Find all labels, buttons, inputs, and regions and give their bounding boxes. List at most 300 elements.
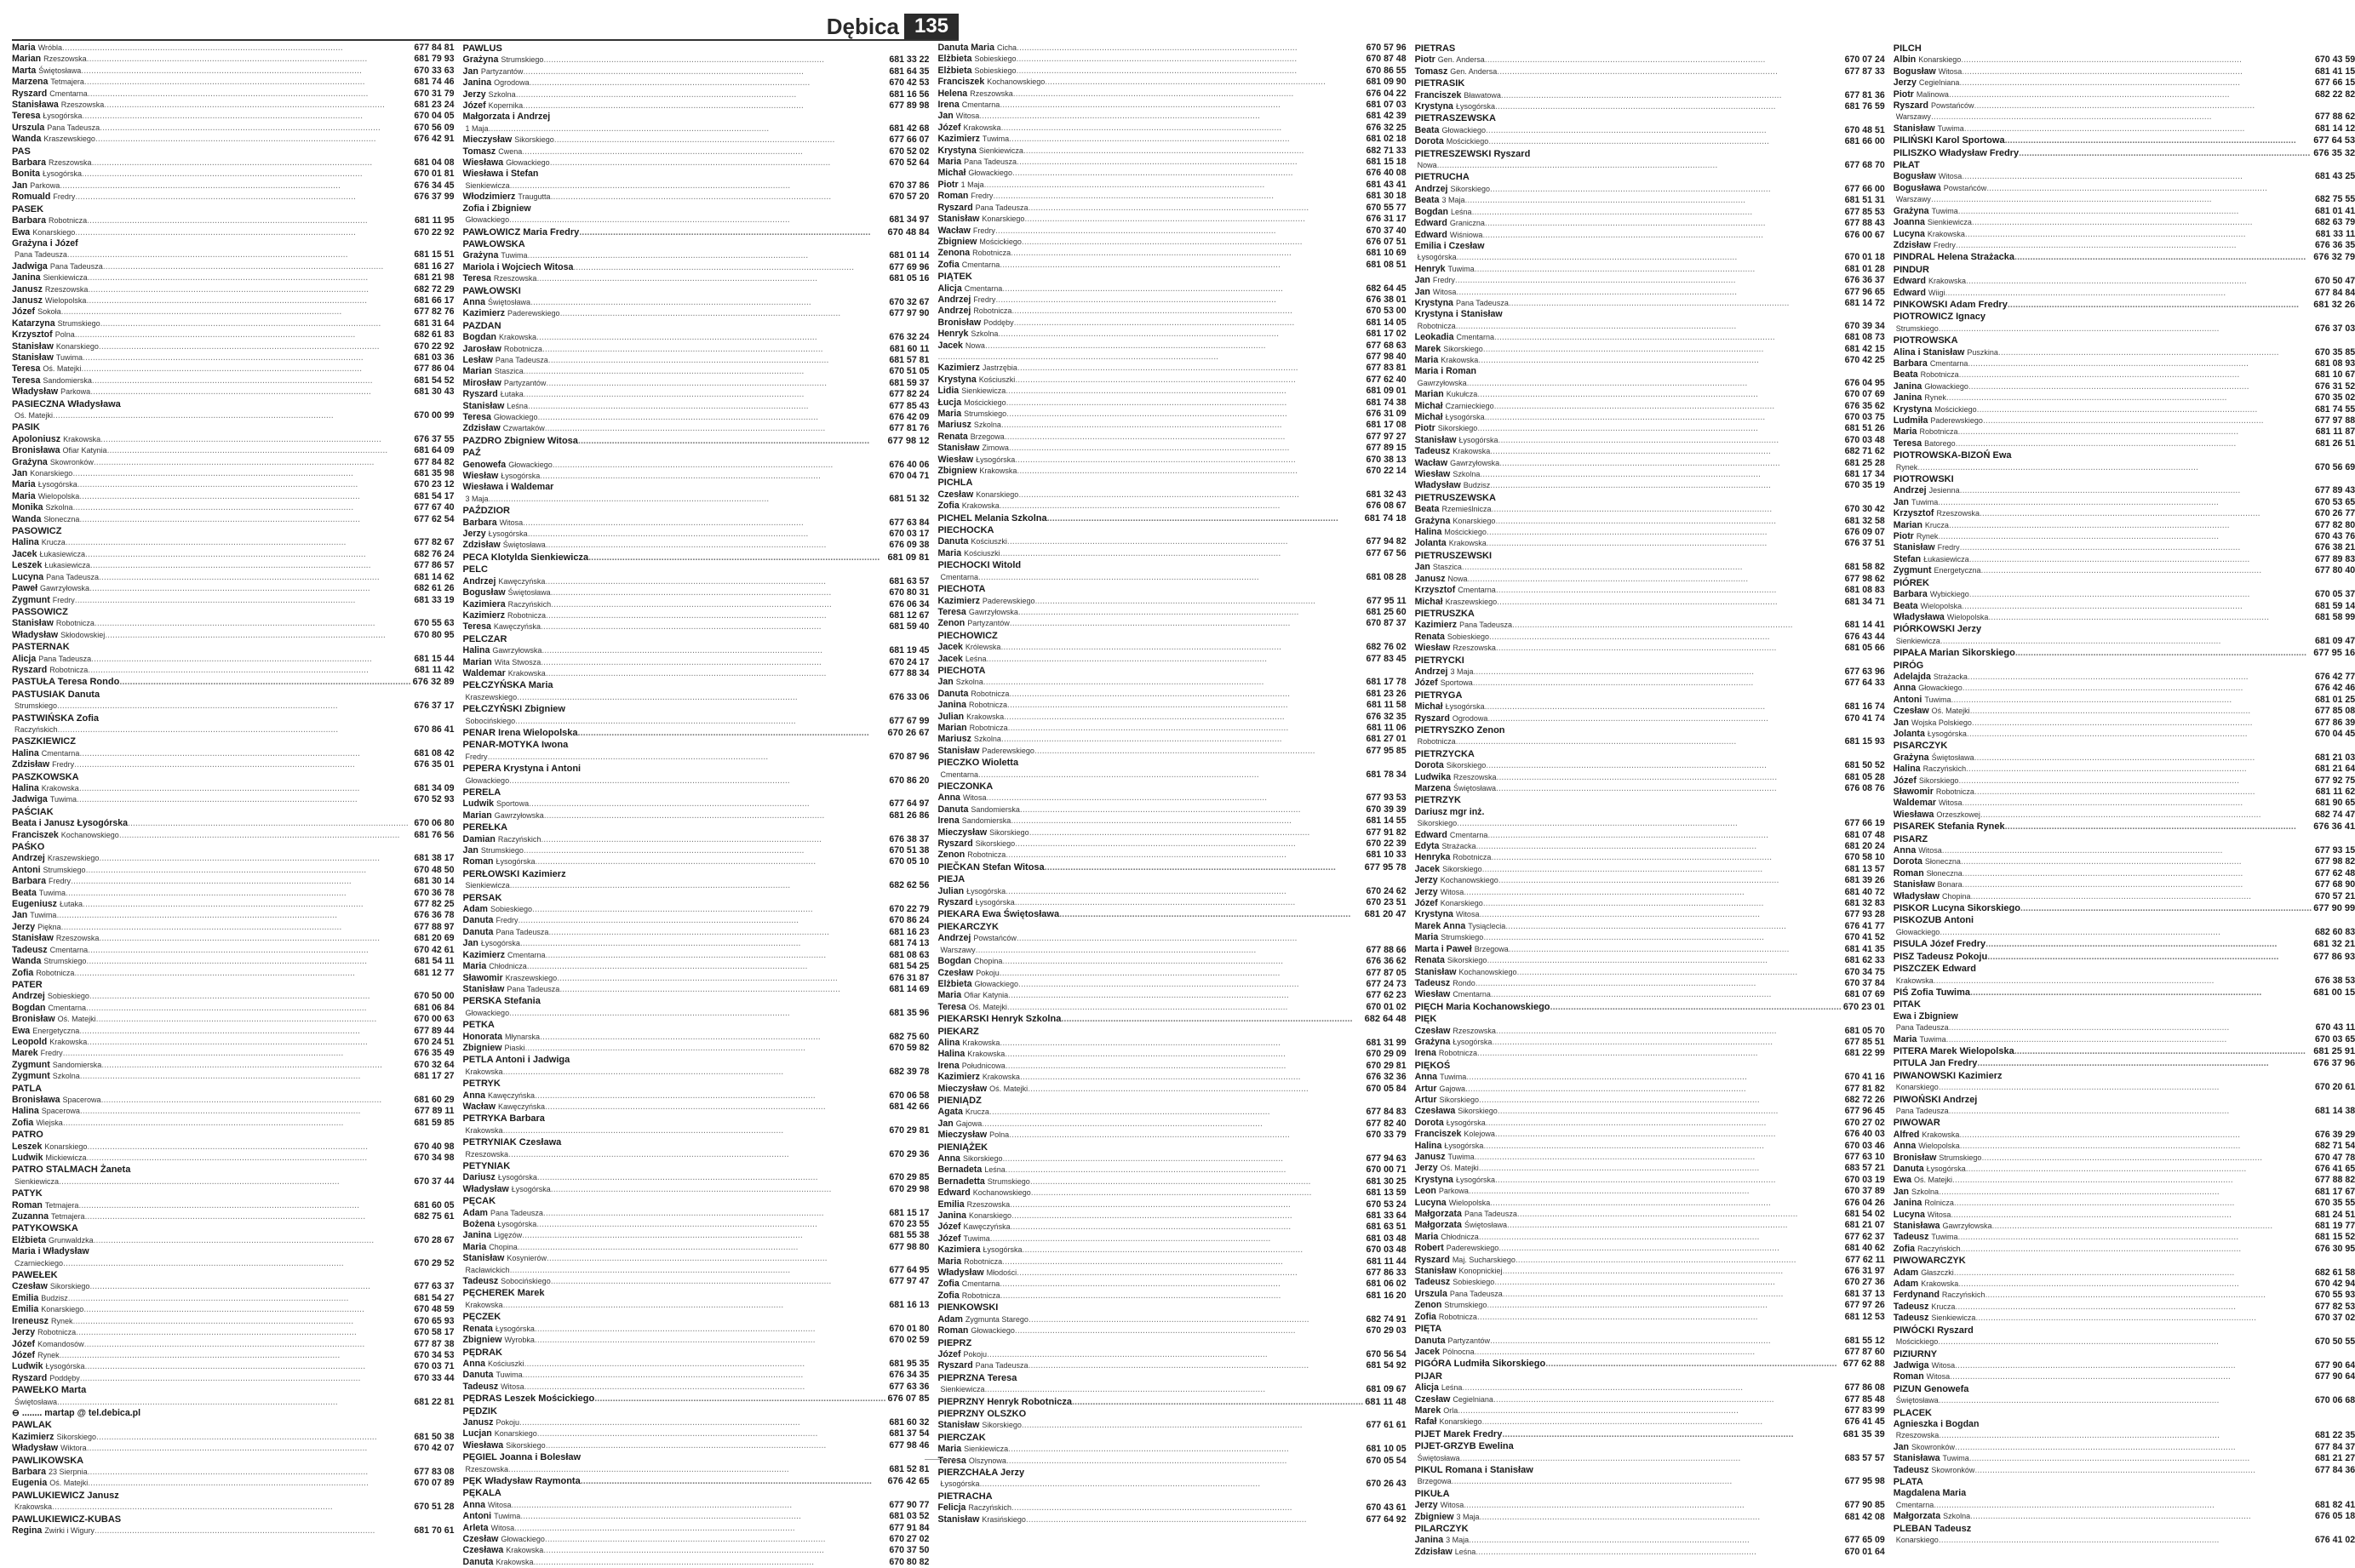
street-name: Robotnicza: [507, 610, 547, 620]
first-name: Danuta: [462, 915, 494, 926]
street-name: Warszawy: [1895, 195, 1931, 204]
leader-dots: [1477, 1312, 1843, 1323]
street-name: Witosa: [1931, 1360, 1956, 1370]
directory-entry: [1894, 381, 2355, 392]
heading-text: ⊖ ........ martap @ tel.debica.pl: [12, 1407, 141, 1418]
phone-number: 676 38 01: [1366, 294, 1407, 305]
first-name: Zygmunt: [12, 1059, 50, 1070]
phone-number: 681 40 72: [1844, 886, 1885, 897]
leader-dots: [530, 77, 888, 89]
street-name: Sikorskiego: [1450, 184, 1490, 193]
surname-heading: [1415, 551, 1885, 562]
phone-number: 676 38 37: [889, 833, 930, 844]
street-name: Tuwima: [1911, 497, 1939, 506]
first-name: Anna: [462, 1499, 486, 1510]
phone-number: 677 82 76: [414, 306, 455, 318]
first-name: Emilia: [12, 1304, 39, 1315]
leader-dots: [1490, 1336, 1843, 1347]
street-name: Głowackiego: [508, 460, 553, 469]
heading-text: PINDRAL Helena Strażacka: [1893, 252, 2015, 263]
heading-text: PIEPRZ: [937, 1337, 972, 1348]
heading-text: PAWLUKIEWICZ-KUBAS: [12, 1514, 122, 1525]
heading-text: PISAREK Stefania Rynek: [1893, 821, 2005, 833]
phone-number: 681 09 90: [1366, 77, 1407, 88]
directory-entry: [463, 297, 930, 308]
phone-number: 676 04 95: [1844, 377, 1885, 388]
first-name: Marek Anna: [1414, 920, 1466, 931]
phone-number: 681 42 15: [1844, 343, 1885, 354]
first-name: Albin: [1893, 54, 1917, 66]
first-name: Wiesław: [462, 471, 499, 482]
directory-entry: [12, 1293, 455, 1304]
first-name: Alicja: [12, 653, 37, 664]
phone-number: 682 62 56: [889, 880, 930, 891]
directory-entry: [937, 618, 1406, 629]
street-name: Witosa: [962, 793, 987, 803]
directory-entry: [937, 723, 1406, 734]
street-name: Sikorskiego: [989, 827, 1029, 837]
first-name: Irena: [937, 100, 960, 111]
phone-number: 670 22 79: [889, 904, 930, 915]
directory-entry: [1415, 921, 1885, 932]
leader-dots: [1001, 734, 1365, 745]
first-name: Maria: [937, 409, 962, 419]
directory-entry: [12, 295, 455, 306]
phone-number: 681 17 27: [414, 1071, 455, 1082]
first-name: Czesław: [937, 489, 974, 500]
leader-dots: [87, 1443, 413, 1454]
street-name: Robotnicza: [961, 1290, 1000, 1300]
directory-entry: [1415, 772, 1885, 783]
surname-heading: [12, 1514, 455, 1525]
phone-number: 670 04 45: [2315, 728, 2355, 739]
first-name: Jolanta: [1414, 538, 1447, 549]
street-name: Gawrzyłowska: [1417, 378, 1467, 387]
first-name: Jan: [1414, 275, 1430, 286]
leader-dots: [1957, 426, 2313, 438]
leader-dots: [1000, 501, 1365, 512]
street-name: Kraszewskiego: [47, 854, 100, 863]
leader-dots: [99, 341, 412, 352]
phone-number: 681 58 99: [2315, 611, 2355, 622]
street-name: Sikorskiego: [1918, 775, 1959, 785]
directory-entry: [1894, 497, 2355, 508]
leader-dots: [100, 434, 412, 445]
directory-entry: [1894, 1430, 2355, 1441]
first-name: Kazimierz: [937, 595, 980, 606]
directory-entry: [1415, 955, 1885, 966]
phone-number: 670 42 53: [889, 77, 930, 89]
surname-heading: [937, 1433, 1406, 1444]
phone-number: 681 30 43: [414, 386, 455, 398]
street-name: Łysogórska: [1455, 1175, 1495, 1184]
phone-number: 676 40 03: [1844, 1129, 1885, 1140]
phone-number: 682 74 47: [2315, 809, 2355, 820]
first-name: Wacław: [1414, 457, 1448, 468]
first-name: Krystyna: [1414, 1174, 1453, 1185]
street-name: Leśna: [984, 1165, 1006, 1175]
street-name: Strumskiego: [43, 957, 87, 966]
leader-dots: [79, 1026, 412, 1037]
phone-number: 682 61 83: [414, 329, 455, 340]
first-name: Bogusława: [1893, 182, 1941, 193]
phone-number: 681 66 17: [414, 295, 455, 306]
street-name: Tuwima: [30, 911, 57, 920]
first-name: Barbara: [1893, 358, 1928, 369]
street-name: Głowackiego: [1924, 381, 1968, 391]
directory-entry: [463, 215, 930, 226]
leader-dots: [1022, 1420, 1365, 1431]
leader-dots: [75, 595, 413, 606]
surname-heading: [1415, 78, 1885, 89]
first-name: Leon: [1414, 1186, 1436, 1197]
directory-entry: [463, 180, 930, 192]
heading-text: PIETRZYK: [1414, 795, 1461, 806]
directory-entry: [1415, 480, 1885, 491]
street-name: Raczyńskich: [14, 724, 58, 734]
directory-entry: [937, 746, 1406, 757]
directory-entry: [1894, 1198, 2355, 1209]
first-name: Stanisław: [937, 443, 980, 454]
phone-number: 677 96 65: [1844, 286, 1885, 297]
surname-heading: [937, 862, 1406, 873]
leader-dots: [551, 192, 888, 203]
phone-number: 676 36 78: [414, 910, 455, 921]
street-name: Gajowa: [955, 1119, 983, 1128]
leader-dots: [85, 549, 412, 560]
street-name: Kawęczyńska: [498, 576, 546, 586]
leader-dots: [984, 1384, 1364, 1395]
directory-entry: [1415, 90, 1885, 101]
directory-entry: [1415, 1198, 1885, 1209]
phone-number: 681 19 77: [2315, 1221, 2355, 1232]
first-name: Janusz: [462, 1416, 494, 1428]
directory-entry: [937, 501, 1406, 512]
first-name: Franciszek: [12, 829, 59, 840]
directory-entry: [1894, 1465, 2355, 1476]
directory-entry: [1894, 347, 2355, 358]
heading-text: PIEKARZ: [937, 1026, 979, 1037]
directory-entry: [463, 1382, 930, 1393]
surname-heading: [463, 680, 930, 691]
first-name: Zdzisław: [462, 423, 501, 434]
directory-entry: [12, 180, 455, 192]
street-name: Pana Tadeusza: [1895, 1106, 1949, 1115]
street-name: Fredry: [496, 916, 519, 925]
first-name: Jerzy: [1414, 875, 1438, 886]
phone-number: 677 83 81: [1366, 363, 1407, 374]
phone-number: 676 36 35: [2315, 239, 2355, 250]
phone-number: 681 16 27: [414, 260, 455, 272]
first-name: Władysława: [1893, 611, 1945, 622]
leader-dots: [1491, 989, 1843, 1000]
heading-text: PIECHOCKI Witold: [937, 560, 1022, 571]
phone-number: 670 26 77: [2315, 508, 2355, 519]
first-name: Kazimierz: [937, 134, 980, 145]
leader-dots: [537, 412, 887, 423]
leader-dots: [524, 366, 888, 377]
street-name: Kochanowskiego: [1440, 876, 1498, 885]
phone-number: 682 71 62: [1844, 446, 1885, 457]
first-name: Anna: [462, 1358, 486, 1369]
phone-number: 681 11 62: [2315, 787, 2355, 797]
phone-number: 670 58 10: [1844, 852, 1885, 863]
street-name: Batorego: [1924, 438, 1956, 448]
phone-number: 681 21 98: [414, 272, 455, 283]
directory-entry: [1894, 1535, 2355, 1546]
heading-text: Beata i Janusz Łysogórska: [12, 818, 129, 829]
first-name: Kazimierz: [1414, 620, 1458, 631]
directory-entry: [12, 783, 455, 794]
phone-number: 681 79 93: [414, 54, 455, 65]
heading-text: PEŁCZYŃSKA Maria: [462, 680, 553, 691]
directory-entry: [12, 1003, 455, 1014]
phone-number: 681 10 33: [1366, 850, 1407, 861]
directory-entry: [463, 716, 930, 727]
street-name: Kościuszki: [978, 375, 1016, 384]
street-name: Szkolna: [971, 329, 999, 339]
first-name: Wiesława: [462, 1439, 504, 1451]
phone-number: 677 95 98: [1844, 1476, 1885, 1487]
leader-dots: [532, 904, 887, 915]
heading-text: PATLA: [12, 1083, 43, 1094]
phone-number: 670 55 77: [1366, 202, 1407, 213]
surname-heading: [1894, 661, 2355, 672]
heading-text: PĘKALA: [462, 1488, 501, 1499]
directory-entry: [12, 491, 455, 502]
heading-text: PIOTROWSKA: [1893, 335, 1958, 346]
phone-number: 681 08 42: [414, 747, 455, 758]
leader-dots: [524, 389, 888, 400]
street-name: Energetyczna: [32, 1026, 80, 1035]
phone-number: 677 90 99: [2313, 903, 2355, 914]
first-name: Wacław: [462, 1101, 496, 1112]
leader-dots: [559, 984, 887, 995]
first-name: Ryszard: [12, 88, 48, 99]
street-name: Głowackiego: [1918, 684, 1962, 693]
phone-number: 681 54 52: [414, 375, 455, 386]
leader-dots: [1475, 1152, 1843, 1163]
leader-dots: [1496, 783, 1843, 794]
first-name: Teresa: [937, 606, 966, 617]
first-name: Jan: [1893, 1441, 1910, 1452]
street-name: Brzegowa: [970, 432, 1005, 441]
leader-dots: [63, 1048, 413, 1059]
phone-number: 681 63 57: [889, 575, 930, 587]
phone-number: 670 55 93: [2315, 1290, 2355, 1301]
directory-entry: [12, 1502, 455, 1513]
phone-number: 670 56 69: [2315, 461, 2355, 472]
header-rule: [12, 39, 959, 41]
phone-number: 670 03 46: [1844, 1140, 1885, 1151]
street-name: Ogrodowa: [1452, 713, 1488, 723]
first-name: Piotr: [1893, 89, 1914, 100]
street-name: Fredry: [1432, 276, 1455, 285]
leader-dots: [1004, 712, 1364, 723]
directory-column: [937, 43, 1407, 1525]
phone-number: 681 54 92: [1366, 1360, 1407, 1371]
first-name: Edward: [1893, 276, 1927, 287]
first-name: Edward: [937, 1187, 971, 1199]
first-name: Emilia: [12, 1292, 39, 1303]
leader-dots: [1028, 1084, 1364, 1095]
leader-dots: [1972, 217, 2313, 228]
directory-entry: [1415, 54, 1885, 66]
directory-entry: [937, 548, 1406, 559]
first-name: Tadeusz: [1414, 977, 1451, 988]
heading-text: Krystyna i Stanisław: [1414, 309, 1503, 320]
street-name: Świętosława: [1895, 1396, 1939, 1405]
directory-entry: [463, 460, 930, 471]
leader-dots: [512, 1500, 888, 1511]
leader-dots: [1029, 203, 1365, 214]
first-name: Stanisław: [462, 400, 505, 411]
street-name: Cmentarna: [1458, 586, 1496, 595]
leader-dots: [1494, 332, 1843, 343]
phone-number: 681 34 97: [889, 215, 930, 226]
directory-entry: [463, 927, 930, 938]
first-name: Zenona: [937, 248, 971, 259]
leader-dots: [998, 329, 1364, 340]
first-name: Tadeusz: [1893, 1232, 1929, 1243]
phone-number: 670 33 63: [414, 65, 455, 76]
street-name: Krakowska: [962, 1038, 1000, 1047]
leader-dots: [1483, 898, 1843, 909]
directory-entry: [1415, 1547, 1885, 1558]
street-name: Głowackiego: [501, 1535, 545, 1543]
leader-dots: [1490, 446, 1842, 457]
leader-dots: [518, 915, 887, 926]
directory-entry: [463, 810, 930, 821]
heading-text: Mariola i Wojciech Witosa: [462, 261, 574, 272]
leader-dots: [1022, 237, 1365, 248]
phone-number: 681 11 87: [2315, 426, 2355, 438]
first-name: Maria: [12, 43, 36, 53]
directory-entry: [1415, 852, 1885, 863]
first-name: Janina: [937, 1210, 967, 1222]
leader-dots: [1472, 207, 1843, 218]
phone-number: 681 01 41: [2315, 205, 2355, 216]
first-name: Leokadia: [1414, 332, 1454, 343]
first-name: Krystyna: [1414, 297, 1453, 308]
first-name: Lidia: [937, 386, 960, 397]
street-name: Fredry: [972, 226, 995, 235]
surname-heading: [937, 272, 1406, 283]
phone-number: 681 15 52: [2315, 1232, 2355, 1243]
street-name: Cmentarna: [41, 748, 80, 758]
street-name: Łysogórska: [1445, 702, 1485, 712]
leader-dots: [1499, 458, 1843, 469]
heading-text: PERELA: [462, 787, 501, 798]
heading-text: PAWEŁEK: [12, 1270, 58, 1281]
leader-dots: [503, 1125, 888, 1136]
directory-entry: [463, 1276, 930, 1287]
street-name: Puszkina: [1967, 347, 1998, 357]
phone-number: 681 21 03: [2315, 752, 2355, 763]
phone-number: 682 72 26: [1844, 1094, 1885, 1105]
leader-dots: [536, 1219, 887, 1230]
first-name: Teresa: [462, 273, 491, 284]
heading-text: PIECHOTA: [937, 665, 986, 676]
directory-entry: [463, 775, 930, 787]
heading-text: PIKUŁA: [1414, 1488, 1450, 1499]
surname-heading: [12, 807, 455, 818]
directory-entry: [1415, 701, 1885, 712]
street-name: Kochanowskiego: [60, 830, 119, 839]
phone-number: 677 93 53: [1366, 793, 1407, 804]
phone-number: 677 88 34: [889, 667, 930, 678]
street-name: Partyzantów: [967, 619, 1010, 628]
directory-entry: [937, 318, 1406, 329]
leader-dots: [1490, 480, 1842, 491]
street-name: Maj. Sucharskiego: [1452, 1255, 1516, 1264]
surname-heading: [463, 1113, 930, 1124]
directory-entry: [1415, 1500, 1885, 1511]
first-name: Teresa: [12, 375, 41, 386]
heading-text: PAWŁOWSKI: [462, 285, 521, 296]
leader-dots: [2005, 821, 2312, 833]
directory-entry: [937, 1233, 1406, 1245]
street-name: Zwirki i Wigury: [44, 1526, 95, 1535]
first-name: Anna: [462, 296, 486, 307]
leader-dots: [1494, 401, 1843, 412]
leader-dots: [1992, 1221, 2313, 1232]
first-name: Danuta: [1893, 1164, 1924, 1174]
directory-entry: [12, 318, 455, 329]
leader-dots: [1493, 1394, 1843, 1405]
phone-number: 681 07 03: [1366, 100, 1407, 111]
leader-dots: [509, 1008, 887, 1019]
heading-text: Magdalena Maria: [1893, 1488, 1967, 1499]
phone-number: 670 50 55: [2315, 1336, 2355, 1348]
directory-entry: [463, 1511, 930, 1522]
directory-entry: [12, 865, 455, 876]
phone-number: 670 29 03: [1366, 1325, 1407, 1336]
leader-dots: [1949, 1106, 2313, 1117]
street-name: Parkowa: [1438, 1187, 1469, 1196]
leader-dots: [1942, 845, 2313, 856]
street-name: Leśna: [965, 654, 987, 663]
first-name: Jerzy: [462, 89, 486, 100]
street-name: Strumskiego: [1444, 1301, 1487, 1310]
leader-dots: [1969, 1453, 2313, 1464]
phone-number: 681 59 14: [2315, 600, 2355, 611]
phone-number: 681 33 22: [889, 54, 930, 66]
street-name: Tuwima: [1942, 1454, 1969, 1463]
heading-text: PEPERA Krystyna i Antoni: [462, 764, 582, 775]
phone-number: 681 14 12: [2315, 123, 2355, 134]
street-name: Witosa: [1926, 1372, 1951, 1382]
leader-dots: [88, 1467, 413, 1478]
street-name: Łysogórska: [45, 1362, 85, 1371]
first-name: Henryka: [1414, 852, 1451, 863]
directory-entry: [12, 457, 455, 468]
first-name: Ryszard: [12, 1372, 48, 1383]
heading-text: PIWOWARCZYK: [1893, 1256, 1966, 1267]
directory-entry: [1415, 944, 1885, 955]
first-name: Janina: [1893, 381, 1922, 392]
directory-entry: [12, 1304, 455, 1315]
surname-heading: [463, 634, 930, 645]
first-name: Tadeusz: [1893, 1313, 1929, 1324]
surname-heading: [463, 787, 930, 798]
phone-number: 681 11 48: [1365, 1396, 1407, 1407]
phone-number: 676 32 79: [2313, 252, 2355, 263]
street-name: Strumskiego: [14, 701, 58, 711]
directory-entry: [12, 445, 455, 456]
heading-text: Ewa i Zbigniew: [1893, 1010, 1958, 1021]
leader-dots: [1968, 381, 2313, 392]
